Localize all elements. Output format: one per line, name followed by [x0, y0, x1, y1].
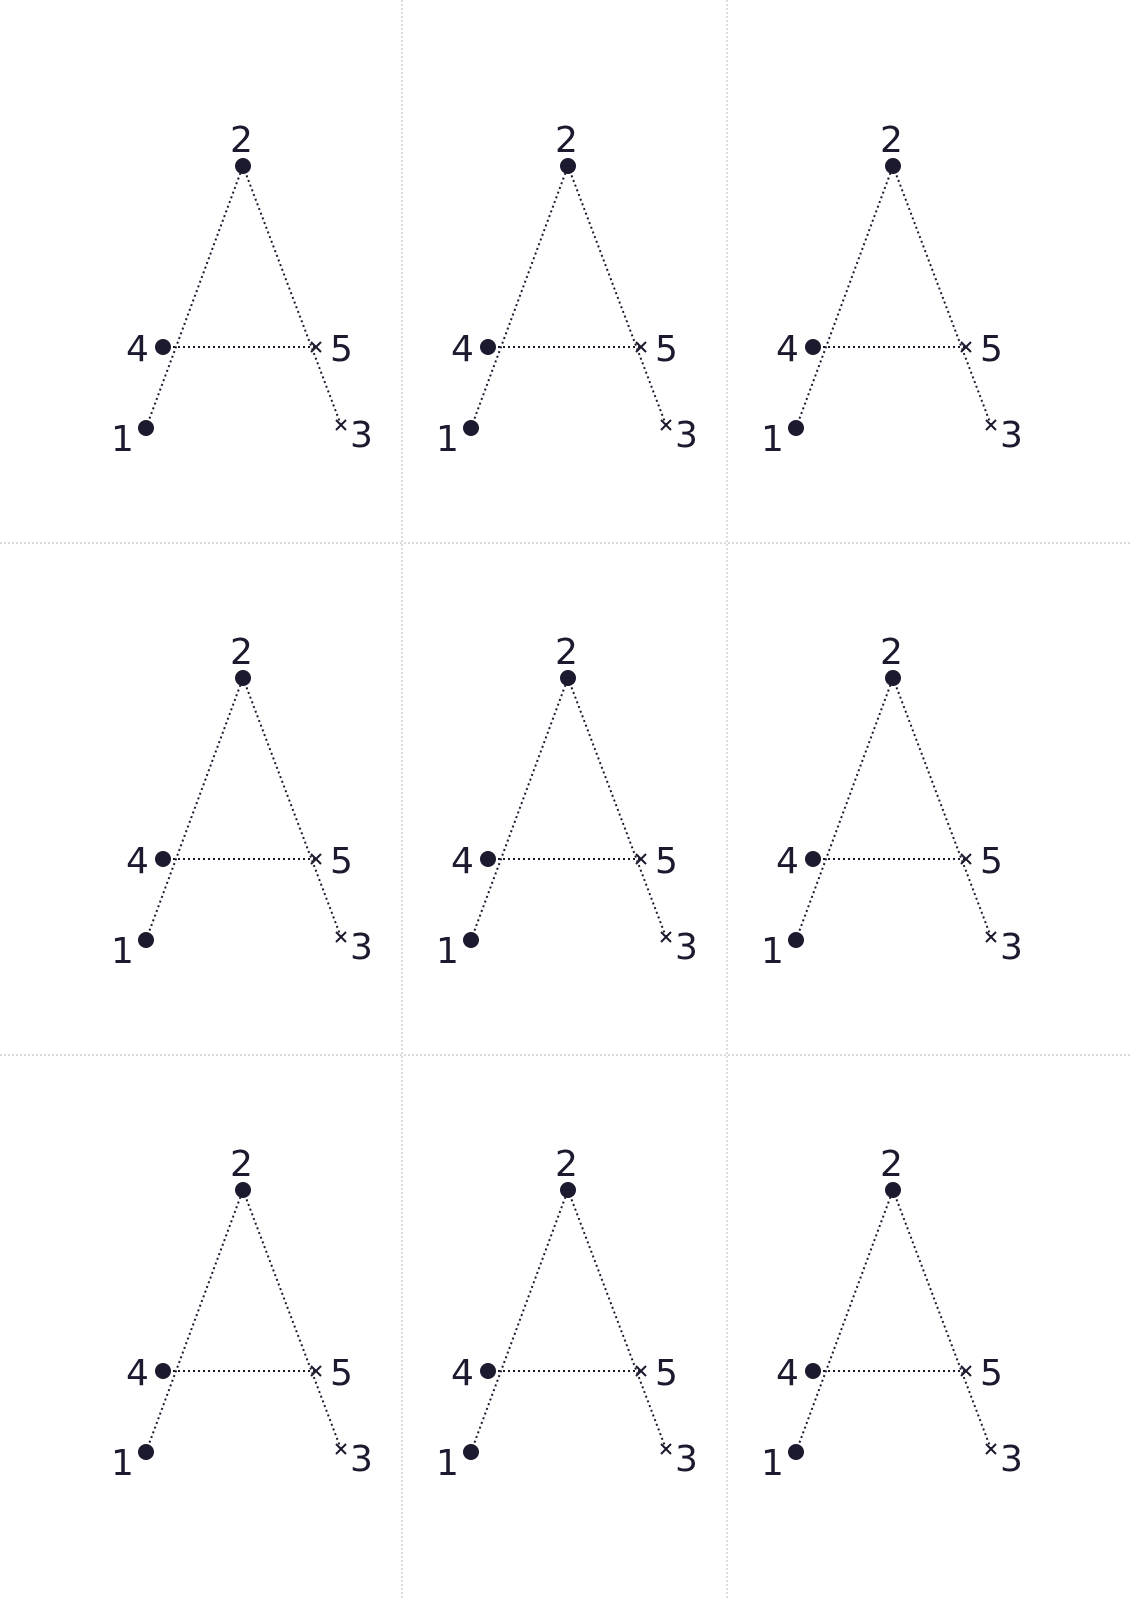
point-number-3: 3	[350, 415, 373, 456]
tracing-stroke-2-to-3	[893, 1190, 991, 1449]
point-number-5: 5	[655, 329, 678, 370]
point-number-4: 4	[126, 329, 149, 370]
point-number-3: 3	[1000, 415, 1023, 456]
point-number-1: 1	[111, 931, 134, 972]
start-dot-4	[805, 851, 821, 867]
point-number-4: 4	[776, 329, 799, 370]
point-number-2: 2	[880, 120, 903, 161]
point-number-1: 1	[436, 419, 459, 460]
point-number-3: 3	[1000, 927, 1023, 968]
point-number-2: 2	[555, 1144, 578, 1185]
start-dot-4	[155, 339, 171, 355]
end-cross-3	[986, 932, 996, 942]
letter-a-card-5	[436, 632, 698, 972]
point-number-4: 4	[776, 1353, 799, 1394]
point-number-5: 5	[330, 1353, 353, 1394]
point-number-4: 4	[126, 841, 149, 882]
tracing-stroke-2-to-3	[568, 678, 666, 937]
point-number-5: 5	[655, 841, 678, 882]
end-cross-5	[961, 1366, 971, 1376]
tracing-stroke-2-to-3	[893, 166, 991, 425]
point-number-3: 3	[675, 927, 698, 968]
point-number-5: 5	[655, 1353, 678, 1394]
letter-a-card-8	[436, 1144, 698, 1484]
start-dot-1	[788, 1444, 804, 1460]
letter-a-card-4	[111, 632, 373, 972]
tracing-stroke-2-to-3	[893, 678, 991, 937]
end-cross-3	[986, 1444, 996, 1454]
point-number-3: 3	[350, 927, 373, 968]
letter-a-card-1	[111, 120, 373, 460]
point-number-5: 5	[330, 329, 353, 370]
tracing-stroke-2-to-3	[243, 1190, 341, 1449]
point-number-2: 2	[230, 120, 253, 161]
start-dot-1	[138, 1444, 154, 1460]
point-number-3: 3	[1000, 1439, 1023, 1480]
point-number-3: 3	[675, 1439, 698, 1480]
end-cross-5	[961, 854, 971, 864]
end-cross-3	[986, 420, 996, 430]
start-dot-1	[138, 420, 154, 436]
start-dot-4	[480, 1363, 496, 1379]
point-number-3: 3	[675, 415, 698, 456]
point-number-1: 1	[111, 419, 134, 460]
tracing-stroke-1-to-2	[471, 678, 568, 940]
point-number-2: 2	[880, 632, 903, 673]
end-cross-5	[636, 854, 646, 864]
start-dot-1	[463, 420, 479, 436]
point-number-2: 2	[230, 1144, 253, 1185]
point-number-1: 1	[761, 931, 784, 972]
point-number-1: 1	[436, 931, 459, 972]
tracing-stroke-1-to-2	[796, 1190, 893, 1452]
point-number-1: 1	[436, 1443, 459, 1484]
point-number-2: 2	[880, 1144, 903, 1185]
tracing-stroke-2-to-3	[243, 166, 341, 425]
letter-a-card-9	[761, 1144, 1023, 1484]
start-dot-1	[788, 932, 804, 948]
start-dot-1	[788, 420, 804, 436]
tracing-stroke-2-to-3	[243, 678, 341, 937]
point-number-5: 5	[980, 1353, 1003, 1394]
tracing-stroke-2-to-3	[568, 166, 666, 425]
end-cross-3	[336, 420, 346, 430]
start-dot-4	[155, 851, 171, 867]
point-number-4: 4	[451, 1353, 474, 1394]
start-dot-4	[480, 339, 496, 355]
point-number-4: 4	[451, 841, 474, 882]
end-cross-3	[661, 420, 671, 430]
point-number-4: 4	[126, 1353, 149, 1394]
point-number-4: 4	[776, 841, 799, 882]
point-number-1: 1	[761, 1443, 784, 1484]
point-number-2: 2	[555, 120, 578, 161]
end-cross-3	[336, 1444, 346, 1454]
point-number-1: 1	[111, 1443, 134, 1484]
end-cross-3	[661, 1444, 671, 1454]
end-cross-5	[636, 342, 646, 352]
end-cross-3	[661, 932, 671, 942]
letter-a-card-6	[761, 632, 1023, 972]
point-number-5: 5	[980, 329, 1003, 370]
tracing-stroke-1-to-2	[146, 678, 243, 940]
start-dot-4	[155, 1363, 171, 1379]
end-cross-5	[311, 1366, 321, 1376]
start-dot-1	[138, 932, 154, 948]
start-dot-4	[480, 851, 496, 867]
point-number-3: 3	[350, 1439, 373, 1480]
letter-a-card-3	[761, 120, 1023, 460]
point-number-1: 1	[761, 419, 784, 460]
start-dot-4	[805, 339, 821, 355]
tracing-stroke-1-to-2	[796, 678, 893, 940]
start-dot-1	[463, 932, 479, 948]
letter-a-card-2	[436, 120, 698, 460]
tracing-stroke-1-to-2	[146, 1190, 243, 1452]
point-number-2: 2	[230, 632, 253, 673]
tracing-stroke-2-to-3	[568, 1190, 666, 1449]
point-number-4: 4	[451, 329, 474, 370]
tracing-stroke-1-to-2	[471, 166, 568, 428]
tracing-stroke-1-to-2	[471, 1190, 568, 1452]
point-number-5: 5	[330, 841, 353, 882]
end-cross-5	[311, 854, 321, 864]
point-number-2: 2	[555, 632, 578, 673]
tracing-stroke-1-to-2	[796, 166, 893, 428]
end-cross-5	[961, 342, 971, 352]
end-cross-5	[311, 342, 321, 352]
end-cross-5	[636, 1366, 646, 1376]
start-dot-4	[805, 1363, 821, 1379]
end-cross-3	[336, 932, 346, 942]
point-number-5: 5	[980, 841, 1003, 882]
letter-a-card-7	[111, 1144, 373, 1484]
start-dot-1	[463, 1444, 479, 1460]
tracing-stroke-1-to-2	[146, 166, 243, 428]
